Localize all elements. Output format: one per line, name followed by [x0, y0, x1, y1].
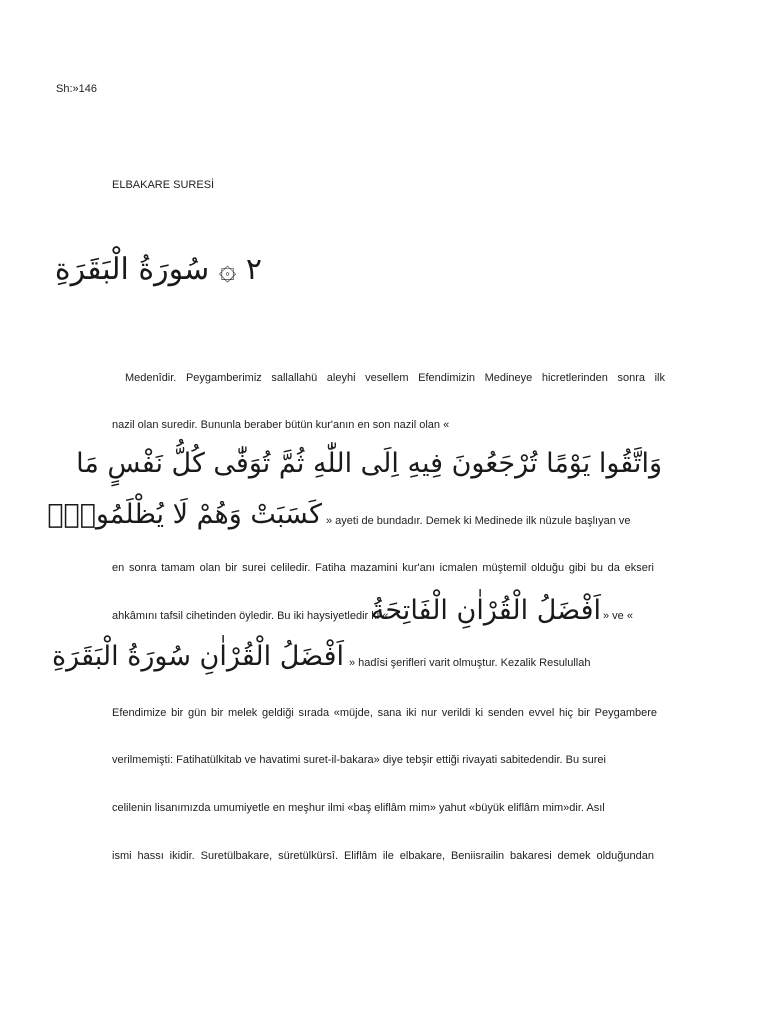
section-title: ELBAKARE SURESİ [112, 179, 215, 191]
hadith-arabic-fatiha: اَفْضَلُ الْقُرْاٰنِ الْفَاتِحَةُ [370, 595, 601, 626]
paragraph-line: ismi hassı ikidir. Suretülbakare, süretülkürsî. Eliflâm ile elbakare, Beniisrailin bakaresi demek olduğundan [112, 850, 654, 862]
paragraph-line: ahkâmını tafsil cihetinden öyledir. Bu iki haysiyetledir ki « [112, 610, 389, 622]
paragraph-connector: » ve « [603, 610, 633, 622]
paragraph-line: en sonra tamam olan bir surei celiledir. Fatiha mazamini kur'anı icmalen müştemil olduğu gibi bu da ekseri [112, 562, 654, 574]
verse-arabic-line-2: كَسَبَتْ وَهُمْ لَا يُظْلَمُونَ۟ [47, 499, 322, 530]
paragraph-line: Efendimize bir gün bir melek geldiği sırada «müjde, sana iki nur verildi ki senden evvel hiç bir Peygambere [112, 707, 657, 719]
paragraph-line: verilmemişti: Fatihatülkitab ve havatimi suret-il-bakara» diye tebşir ettiği rivayati sabitedendir. Bu surei [112, 754, 606, 766]
surah-heading-arabic: ٢ ۞ سُورَةُ الْبَقَرَةِ [54, 252, 262, 287]
paragraph-line: » ayeti de bundadır. Demek ki Medinede ilk nüzule başlıyan ve [326, 515, 631, 527]
verse-arabic-line-1: وَاتَّقُوا يَوْمًا تُرْجَعُونَ فِيهِ اِلَى اللّٰهِ ثُمَّ تُوَفّٰى كُلُّ نَفْسٍ مَا [76, 448, 662, 479]
paragraph-line: celilenin lisanımızda umumiyetle en meşhur ilmi «baş eliflâm mim» yahut «büyük eliflâm mim»dir. Asıl [112, 802, 605, 814]
paragraph-line: » hadîsi şerifleri varit olmuştur. Kezalik Resulullah [349, 657, 591, 669]
hadith-arabic-bakara: اَفْضَلُ الْقُرْاٰنِ سُورَةُ الْبَقَرَةِ [52, 641, 344, 672]
paragraph-line: nazil olan suredir. Bununla beraber bütün kur'anın en son nazil olan « [112, 419, 450, 431]
paragraph-line: Medenîdir. Peygamberimiz sallallahü aleyhi vesellem Efendimizin Medineye hicretlerinden sonra ilk [125, 372, 665, 384]
page-number-label: Sh:»146 [56, 83, 97, 95]
